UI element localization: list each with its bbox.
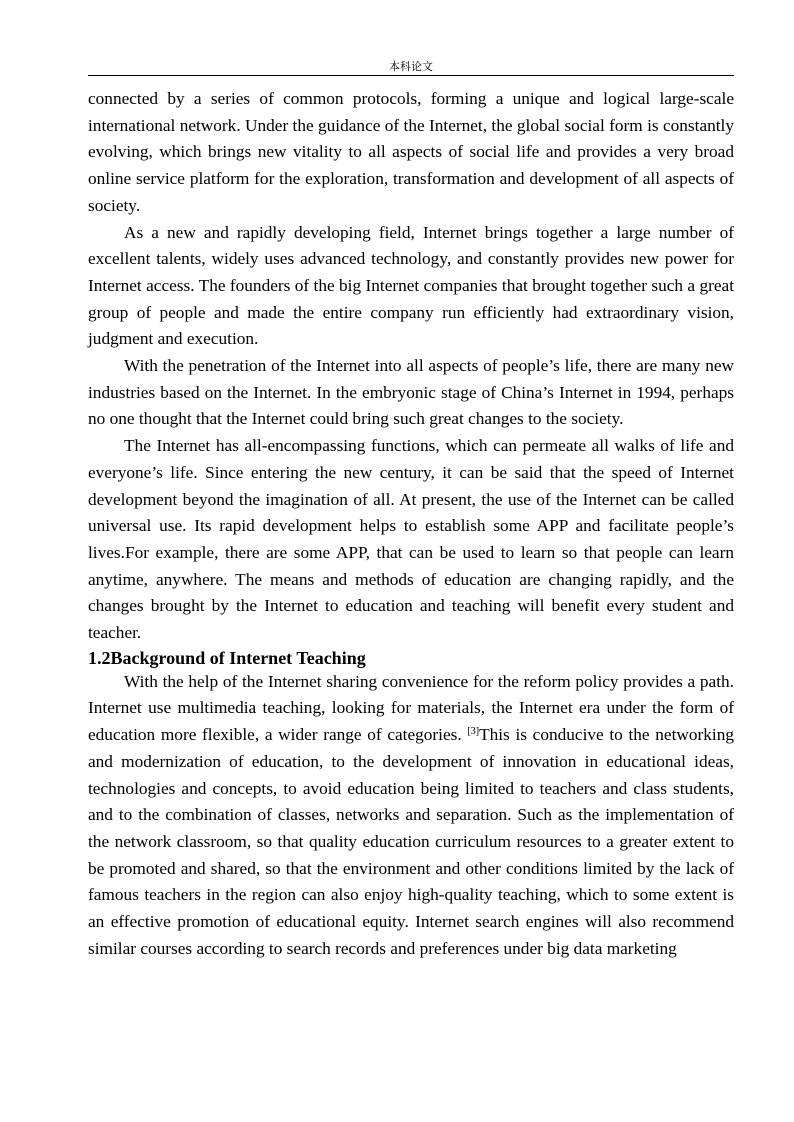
paragraph-5-part-a: With the help of the Internet sharing convenience for the reform policy provides a path. Internet use multimedia teaching, looking for materials, the Internet era under the form of education more flexible, a wider range of categories.: [88, 671, 734, 745]
document-body: [88, 86, 734, 963]
paragraph-5-part-b: This is conducive to the networking and modernization of education, to the development of innovation in educational ideas, technologies and concepts, to avoid education being limited to teachers and class students, and to the combination of classes, networks and separation. Such as the implementation of the network classroom, so that quality education curriculum resources to a greater extent to be promoted and shared, so that the environment and other conditions limited by the lack of famous teachers in the region can also enjoy high-quality teaching, which to some extent is an effective promotion of educational equity. Internet search engines will also recommend similar courses according to search records and preferences under big data marketing: [88, 725, 734, 958]
paragraph-5: [88, 669, 734, 963]
citation-marker[interactable]: [3]: [467, 726, 480, 738]
paragraph-4: The Internet has all-encompassing functions, which can permeate all walks of life and everyone’s life. Since entering the new century, it can be said that the speed of Internet development beyond the imagination of all. At present, the use of the Internet can be called universal use. Its rapid development helps to establish some APP and facilitate people’s lives.For example, there are some APP, that can be used to learn so that people can learn anytime, anywhere. The means and methods of education are changing rapidly, and the changes brought by the Internet to education and teaching will benefit every student and teacher.: [88, 436, 734, 643]
paragraph-1: connected by a series of common protocols, forming a unique and logical large-scale international network. Under the guidance of the Internet, the global social form is constantly evolving, which brings new vitality to all aspects of social life and provides a very broad online service platform for the exploration, transformation and development of all aspects of society.: [88, 89, 734, 215]
page-header-title: 本科论文: [389, 60, 433, 73]
header-divider: [88, 75, 734, 76]
paragraph-2: As a new and rapidly developing field, Internet brings together a large number of excellent talents, widely uses advanced technology, and constantly provides new power for Internet access. The founders of the big Internet companies that brought together such a great group of people and made the entire company run efficiently had extraordinary vision, judgment and execution.: [88, 222, 734, 349]
section-heading: 1.2Background of Internet Teaching: [88, 647, 366, 668]
paragraph-3: With the penetration of the Internet into all aspects of people’s life, there are many new industries based on the Internet. In the embryonic stage of China’s Internet in 1994, perhaps no one thought that the Internet could bring such great changes to the society.: [88, 356, 734, 429]
